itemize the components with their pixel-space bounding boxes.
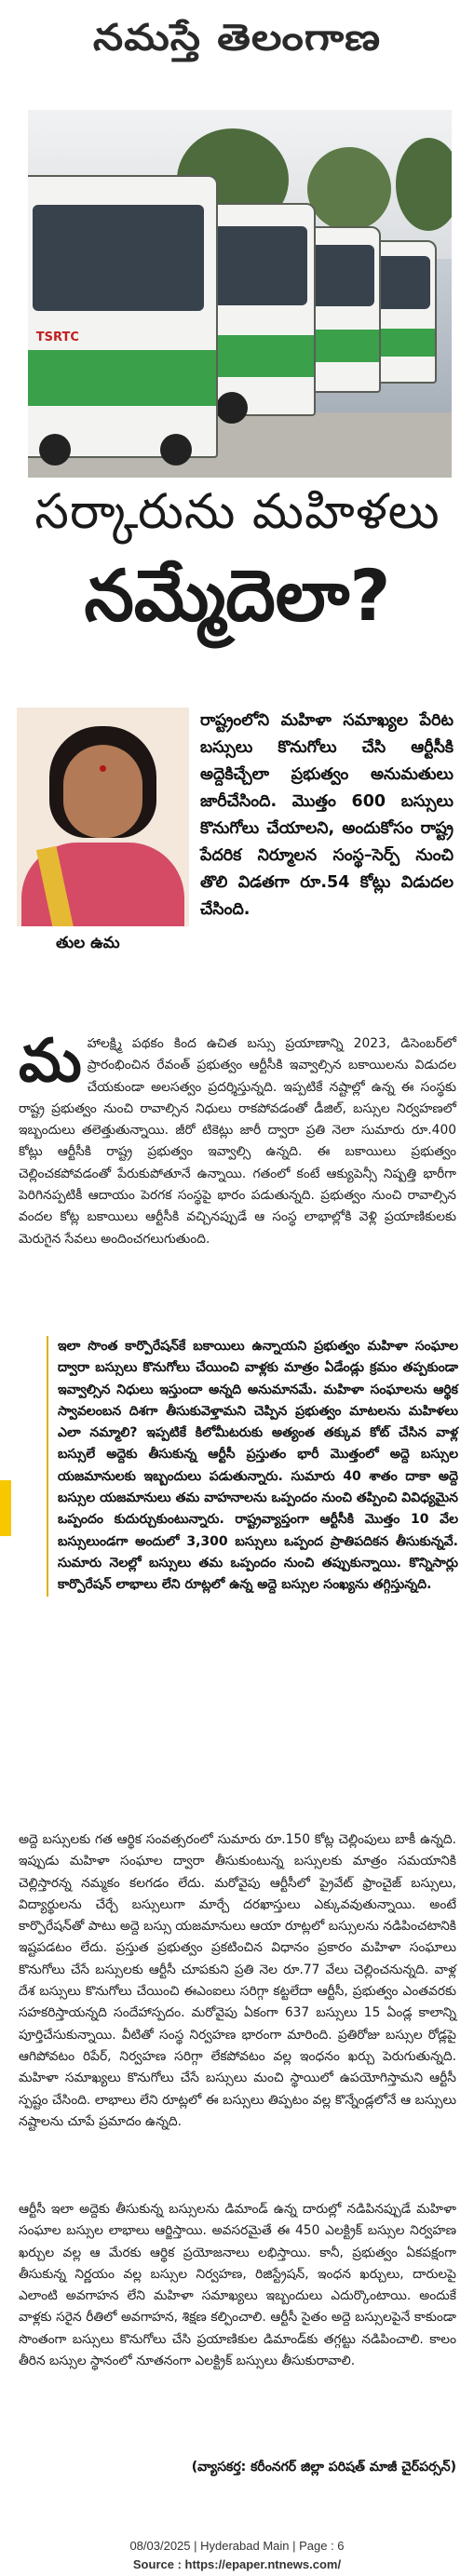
author-caption: తుల ఉమ: [56, 934, 120, 952]
bus-label: TSRTC: [35, 330, 79, 344]
page-footer: [0, 2537, 474, 2574]
article-paragraph-3: ఆర్టీసీ ఇలా అద్దెకు తీసుకున్న బస్సులను డిమాండ్ ఉన్న దారుల్లో నడిపినప్పుడే మహిళా సంఘాల బస్సుల లాభాలు ఆర్జిస్తాయి. అవసరమైతే ఈ 450 ఎలక్ట్రిక్ బస్సుల నిర్వహణ ఖర్చుల వల్ల ఆ మేరకు ఆర్థిక ప్రయోజనాలు లభిస్తాయి. కానీ, ప్రభుత్వం ఏకపక్షంగా తీసుకున్న నిర్ణయం వల్ల బస్సుల నిర్వహణ, రిజిస్ట్రేషన్, ఇంధన ఖర్చులు, దారులపై ఎలాంటి అవగాహన లేని మహిళా సమాఖ్యలు ఇబ్బందులు ఎదుర్కొంటాయి. అందుకే వాళ్లకు సరైన రీతిలో అవగాహన, శిక్షణ కల్పించాలి. ఆర్టీసీ సైతం అద్దె బస్సులపైనే కాకుండా సొంతంగా బస్సులు కొనుగోలు చేసి ప్రయాణికుల డిమాండ్‌కు తగ్గట్టు నడిపించాలి. కాలం తీరిన బస్సుల స్థానంలో నూతనంగా ఎలక్ట్రిక్ బస్సులు తీసుకురావాలి.: [19, 2202, 456, 2369]
photo-bus: [28, 175, 218, 458]
highlight-box: ఇలా సొంత కార్పొరేషన్‌కే బకాయిలు ఉన్నాయని ప్రభుత్వం మహిళా సంఘాల ద్వారా బస్సులు కొనుగోలు చేయించి వాళ్లకు మాత్రం ఏడేండ్లు క్రమం తప్పకుండా ఇవ్వాల్సిన నిధులు ఇస్తుందా అన్నది అనుమానమే. మహిళా సంఘాలను ఆర్థిక స్వావలంబన దిశగా తీసుకువెళ్తామని చెప్పిన ప్రభుత్వం మాటలను మహిళలు ఎలా నమ్మాలి? ఇప్పటికే కిలోమీటరుకు అత్యంత తక్కువ కోట్ చేసిన వాళ్ల బస్సులే అద్దెకు తీసుకున్న ఆర్టీసీ ప్రస్తుతం భారీ మొత్తంలో అద్దె బస్సుల యజమానులకు ఇబ్బందులు పడుతున్నారు. సుమారు 40 శాతం దాకా అద్దె బస్సుల యజమానులు తమ వాహనాలను ఒప్పందం నుంచి తప్పించి వివిధ్యమైన ఒప్పందం కుదుర్చుకుంటున్నారు. రాష్ట్రవ్యాప్తంగా ఆర్టీసీకి మొత్తం 10 వేల బస్సులుండగా అందులో 3,300 బస్సులు ఒప్పంద ప్రాతిపదికన తీసుకున్నవే. సుమారు నెలల్లో బస్సులు తమ ఒప్పందం నుంచి తప్పుకున్నాయి. కొన్నిసార్లు కార్పొరేషన్ లాభాలు లేని రూట్లలో ఉన్న అద్దె బస్సుల సంఖ్యను తగ్గిస్తున్నది.: [47, 1336, 458, 1597]
masthead: [0, 0, 474, 84]
headline-line-2: నమ్మేదెలా?: [84, 554, 391, 637]
footer-source: Source : https://epaper.ntnews.com/: [132, 2557, 342, 2571]
photo-tree: [307, 147, 391, 231]
paragraph-1-text: హాలక్ష్మి పథకం కింద ఉచిత బస్సు ప్రయాణాన్ని 2023, డిసెంబర్‌లో ప్రారంభించిన రేవంత్ ప్రభుత్వం ఆర్టీసీకి ఇవ్వాల్సిన బకాయిలను విడుదల చేయకుండా అలసత్వం ప్రదర్శిస్తున్నది. ఇప్పటికే నష్టాల్లో ఉన్న ఈ సంస్థకు రాష్ట్ర ప్రభుత్వం నుంచి రావాల్సిన నిధులు రాకపోవడంతో డీజిల్, బస్సుల నిర్వహణలో ఇబ్బందులు తలెత్తుతున్నాయి. జీరో టికెట్లు జారీ ద్వారా ప్రతి నెలా సుమారు రూ.400 కోట్లు ఆర్టీసీకి రాష్ట్ర ప్రభుత్వం ఇవ్వాల్సి ఉన్నది. ఈ బకాయిలు ప్రభుత్వం చెల్లించకపోవడంతో పేరుకుపోతూనే ఉన్నాయి. గతంలో కంటే ఆక్యుపెన్సీ నిష్పత్తి భారీగా పెరిగినప్పటికీ ఆదాయం పెరగక సంస్థపై భారం పడుతున్నది. ప్రభుత్వం నుంచి రావాల్సిన వందల కోట్ల బకాయిలు ఆర్టీసీకి వచ్చినప్పుడే ఆ సంస్థ లాభాల్లోకి వెళ్లి ప్రయాణికులకు మెరుగైన సేవలు అందించగలుగుతుంది.: [19, 1036, 456, 1247]
buses-photo: [28, 110, 452, 478]
margin-marker: [0, 1480, 11, 1536]
article-paragraph-2: అద్దె బస్సులకు గత ఆర్థిక సంవత్సరంలో సుమారు రూ.150 కోట్ల చెల్లింపులు బాకీ ఉన్నది. ఇప్పుడు మహిళా సంఘాల ద్వారా తీసుకుంటున్న బస్సులకు మాత్రం సమయానికి చెల్లిస్తారన్న నమ్మకం కలగడం లేదు. మరోవైపు ఆర్టీసీలో ప్రైవేట్ ఫ్రాంచైజ్ బస్సులు, విద్యార్థులను చేర్చే బస్సులుగా మార్చే దరఖాస్తులు ఎక్కువవుతున్నాయి. అంటే కార్పొరేషన్‌తో పాటు అద్దె బస్సు యజమానులు ఆయా రూట్లలో బస్సులను నడిపించటానికి ఇష్టపడటం లేదు. ప్రస్తుత ప్రభుత్వం ప్రకటించిన విధానం ప్రకారం మహిళా సంఘాలు కొనుగోలు చేసే బస్సులకు ఆర్టీసీ చూపకుని ప్రతి నెల రూ.77 వేలు చెల్లించనున్నది. వాళ్ల దేశ బస్సులు కొనుగోలు చేయించి ఈఎంఐలు సరిగ్గా కట్టలేదా ఆర్టీసీ, ప్రభుత్వం ఎంతవరకు సహకరిస్తాయన్నది సందేహాస్పదం. మరోవైపు ఏకంగా 637 బస్సులు 15 ఏండ్ల కాలాన్ని పూర్తిచేసుకున్నాయి. వీటితో సంస్థ నిర్వహణ భారంగా మారింది. ప్రతిరోజు బస్సుల రోడ్లపై ఆగిపోవటం రిపేర్, నిర్వహణ సరిగ్గా లేకపోవటం వల్ల ఇంధనం ఖర్చు పెరుగుతున్నది. మహిళా సమాఖ్యలు కొనుగోలు చేసే బస్సులు మంచి స్థాయిలో ఉపయోగిస్తామని ఆర్టీసీ స్పష్టం చేసింది. లాభాలు లేని రూట్లలో ఈ బస్సులు తిప్పటం వల్ల కొన్నేండ్లలోనే ఆ బస్సులు నష్టాలను చూపే ప్రమాదం ఉన్నది.: [19, 1832, 456, 2129]
photo-bus: [205, 203, 316, 416]
article-paragraph-1: [19, 1026, 456, 1250]
author-byline: (వ్యాసకర్త: కరీంనగర్ జిల్లా పరిషత్ మాజీ చైర్‌పర్సన్): [191, 2460, 456, 2475]
drop-cap: మ: [19, 1026, 82, 1096]
author-photo: [17, 708, 189, 926]
intro-text: రాష్ట్రంలోని మహిళా సమాఖ్యల పేరిట బస్సులు కొనుగోలు చేసి ఆర్టీసీకి అద్దెకిచ్చేలా ప్రభుత్వం అనుమతులు జారీచేసింది. మొత్తం 600 బస్సులు కొనుగోలు చేయాలని, అందుకోసం రాష్ట్ర పేదరిక నిర్మూలన సంస్థ–సెర్ప్ నుంచి తొలి విడతగా రూ.54 కోట్లు విడుదల చేసింది.: [200, 711, 454, 919]
masthead-title: నమస్తే తెలంగాణ: [92, 15, 382, 59]
footer-edition: 08/03/2025 | Hyderabad Main | Page : 6: [129, 2539, 345, 2553]
headline-line-1: సర్కారును మహిళలు: [34, 484, 440, 540]
